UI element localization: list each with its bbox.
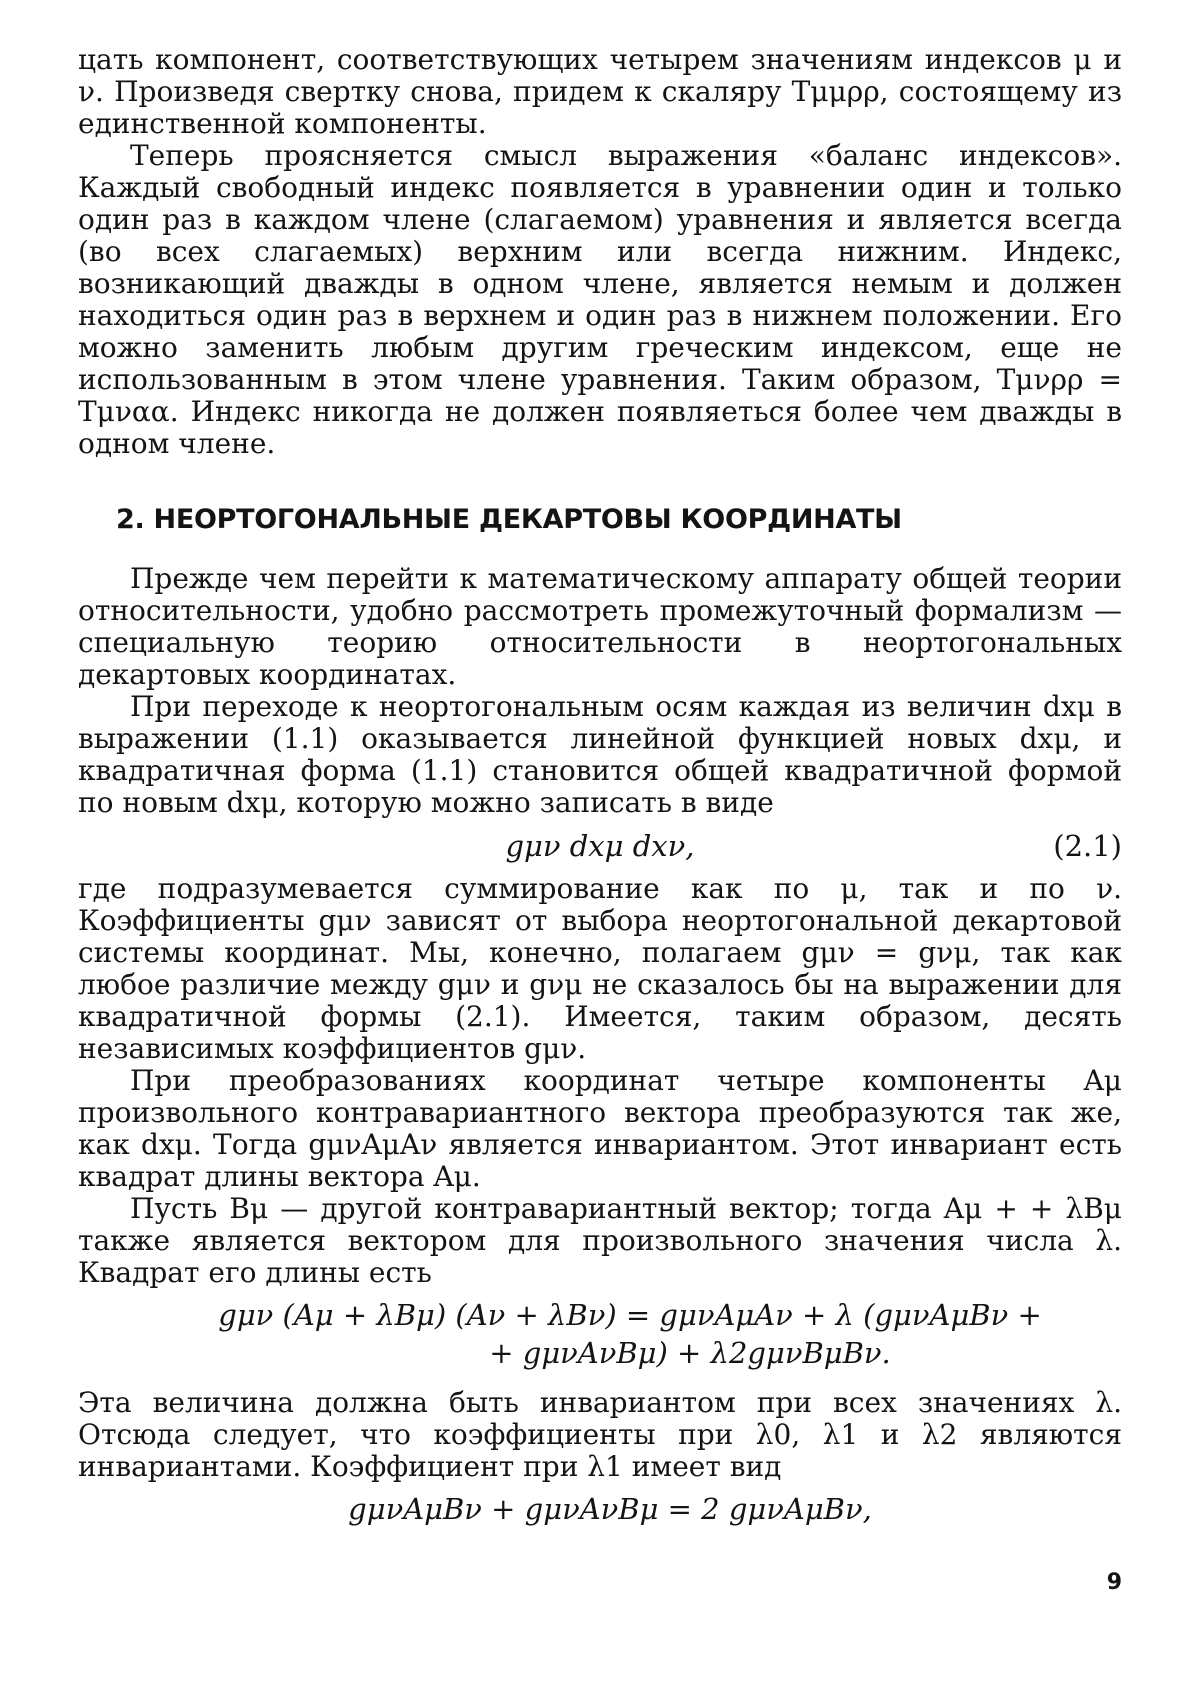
- paragraph-invariance: Эта величина должна быть инвариантом при всех значениях λ. Отсюда следует, что коэффициенты при λ0, λ1 и λ2 являются инвариантами. Коэффициент при λ1 имеет вид: [78, 1386, 1122, 1483]
- equation-length-line-2: + gμνAνBμ) + λ2gμνBμBν.: [489, 1336, 891, 1370]
- paragraph-coefficients: где подразумевается суммирование как по μ, так и по ν. Коэффициенты gμν зависят от выбора неортогональной декартовой системы координат. Мы, конечно, полагаем gμν = gνμ, так как любое различие между gμν и gνμ не сказалось бы на выражении для квадратичной формы (2.1). Имеется, таким образом, десять независимых коэффициентов gμν.: [78, 872, 1122, 1065]
- paragraph-nonorthogonal-axes: При переходе к неортогональным осям каждая из величин dxμ в выражении (1.1) оказывается линейной функцией новых dxμ, и квадратичная форма (1.1) становится общей квадратичной формой по новым dxμ, которую можно записать в виде: [78, 690, 1122, 819]
- section-heading: 2. НЕОРТОГОНАЛЬНЫЕ ДЕКАРТОВЫ КООРДИНАТЫ: [116, 504, 902, 535]
- equation-2-1: [78, 829, 1122, 863]
- paragraph-index-balance: Теперь проясняется смысл выражения «баланс индексов». Каждый свободный индекс появляется в уравнении один и только один раз в каждом члене (слагаемом) уравнения и является всегда (во всех слагаемых) верхним или всегда нижним. Индекс, возникающий дважды в одном члене, является немым и должен находиться один раз в верхнем и один раз в нижнем положении. Его можно заменить любым другим греческим индексом, еще не использованным в этом члене уравнения. Таким образом, Tμνρρ = Tμναα. Индекс никогда не должен появляеться более чем дважды в одном члене.: [78, 139, 1122, 460]
- page-number: 9: [1106, 1570, 1122, 1595]
- paragraph-continuation: цать компонент, соответствующих четырем значениям индексов μ и ν. Произведя свертку снова, придем к скаляру Tμμρρ, состоящему из единственной компоненты.: [78, 43, 1122, 140]
- equation-2-1-number: (2.1): [1053, 829, 1122, 863]
- paragraph-intro: Прежде чем перейти к математическому аппарату общей теории относительности, удобно рассмотреть промежуточный формализм — специальную теорию относительности в неортогональных декартовых координатах.: [78, 562, 1122, 691]
- paragraph-contravariant: При преобразованиях координат четыре компоненты Aμ произвольного контравариантного вектора преобразуются так же, как dxμ. Тогда gμνAμAν является инвариантом. Этот инвариант есть квадрат длины вектора Aμ.: [78, 1064, 1122, 1193]
- equation-coefficient: gμνAμBν + gμνAνBμ = 2 gμνAμBν,: [348, 1492, 872, 1526]
- equation-2-1-body: gμν dxμ dxν,: [505, 829, 695, 863]
- equation-length-line-1: gμν (Aμ + λBμ) (Aν + λBν) = gμνAμAν + λ (gμνAμBν +: [218, 1298, 1042, 1332]
- equation-length-squared: [78, 1297, 1122, 1373]
- paragraph-second-vector: Пусть Bμ — другой контравариантный вектор; тогда Aμ + + λBμ также является вектором для произвольного значения числа λ. Квадрат его длины есть: [78, 1192, 1122, 1289]
